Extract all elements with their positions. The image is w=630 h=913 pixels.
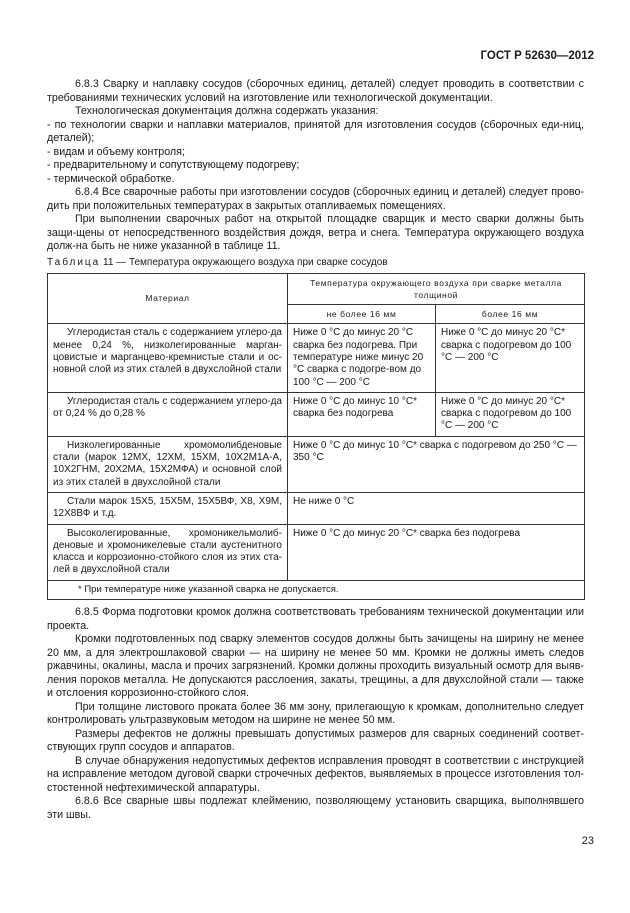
table-row	[48, 324, 585, 392]
thick-cell: Ниже 0 °С до минус 20 °С* сварка с подогревом до 100 °С — 200 °С	[436, 392, 585, 436]
table-caption-word: Таблица	[47, 256, 101, 268]
header-thin: не более 16 мм	[288, 305, 436, 324]
list-item: - видам и объему контроля;	[47, 145, 185, 158]
paragraph: При толщине листового проката более 36 мм зону, прилегающую к кромкам, дополнительно следует контролировать ультразвуковым методом на ширине не менее 50 мм.	[47, 700, 584, 727]
paragraph: 6.8.4 Все сварочные работы при изготовлении сосудов (сборочных единиц и деталей) следует прово-дить при положительных температурах в закрытых отапливаемых помещениях.	[47, 186, 584, 212]
material-cell: Углеродистая сталь с содержанием углеро-да менее 0,24 %, низколегированные марган-цовистые и марганцево-кремнистые стали и ос-новной слой из этих сталей в двухслойной стали	[48, 324, 288, 392]
header-thick: более 16 мм	[436, 305, 585, 324]
thin-cell: Ниже 0 °С до минус 20 °С сварка без подогрева. При температуре ниже минус 20 °С сварка с подогре-вом до 100 °С — 200 °С	[288, 324, 436, 392]
table-row	[48, 492, 585, 524]
list-item: - термической обработке.	[47, 172, 175, 185]
table-header-row	[48, 273, 585, 305]
temperature-cell: Ниже 0 °С до минус 10 °С* сварка с подогревом до 250 °С — 350 °С	[288, 436, 585, 492]
list-item: - предварительному и сопутствующему подогреву;	[47, 159, 300, 171]
temperature-cell: Не ниже 0 °С	[288, 492, 585, 524]
material-cell: Высоколегированные, хромоникельмолиб-деновые и хромоникелевые стали аустенитного класса и коррозионно-стойкого слоя из этих ста-лей в двухслойной стали	[48, 524, 288, 580]
paragraph: 6.8.6 Все сварные швы подлежат клеймению, позволяющему установить сварщика, выполнявшего эти швы.	[47, 795, 584, 821]
paragraph: В случае обнаружения недопустимых дефектов исправления проводят в соответствии с инструкцией на исправление методом дуговой сварки строчечных дефектов, выявляемых в процессе изготовления тол-стостенной нефтехимической аппаратуры.	[47, 754, 584, 794]
thick-cell: Ниже 0 °С до минус 20 °С* сварка с подогревом до 100 °С — 200 °С	[436, 324, 585, 392]
table-row	[48, 392, 585, 436]
material-cell: Стали марок 15Х5, 15Х5М, 15Х5ВФ, Х8, Х9М, 12Х8ВФ и т.д.	[48, 492, 288, 524]
standard-number: ГОСТ Р 52630—2012	[480, 50, 594, 62]
paragraph: 6.8.5 Форма подготовки кромок должна соответствовать требованиям технической документации или проекта.	[47, 606, 584, 632]
paragraph: Размеры дефектов не должны превышать допустимых размеров для сварных соединений соответ-ствующих групп сосудов и аппаратов.	[47, 727, 584, 754]
table-row	[48, 524, 585, 580]
header-material: Материал	[48, 273, 288, 324]
header-temperature: Температура окружающего воздуха при сварке металла толщиной	[288, 273, 585, 305]
paragraph: 6.8.3 Сварку и наплавку сосудов (сборочных единиц, деталей) следует проводить в соответствии с требованиями технических условий на изготовление или технологической документации.	[47, 78, 584, 104]
table-footnote-row	[48, 580, 585, 599]
table-caption	[47, 256, 584, 269]
temperature-cell: Ниже 0 °С до минус 20 °С* сварка без подогрева	[288, 524, 585, 580]
thin-cell: Ниже 0 °С до минус 10 °С* сварка без подогрева	[288, 392, 436, 436]
table-caption-text: 11 — Температура окружающего воздуха при сварке сосудов	[103, 256, 388, 268]
paragraph: При выполнении сварочных работ на открытой площадке сварщик и место сварки должны быть защи-щены от непосредственного воздействия дождя, ветра и снега. Температура окружающего воздуха долж-на быть не ниже указанной в таблице 11.	[47, 213, 584, 252]
temperature-table	[47, 273, 585, 601]
page-number: 23	[581, 835, 594, 847]
paragraph: Технологическая документация должна содержать указания:	[75, 105, 379, 117]
material-cell: Углеродистая сталь с содержанием углеро-да от 0,24 % до 0,28 %	[48, 392, 288, 436]
list-item: - по технологии сварки и наплавки материалов, принятой для изготовления сосудов (сборочных еди-ниц, деталей);	[47, 118, 584, 144]
page-content	[47, 78, 584, 822]
material-cell: Низколегированные хромомолибденовые стали (марок 12МХ, 12ХМ, 15ХМ, 10Х2М1А-А, 10Х2ГНМ, 20Х2МА, 15Х2МФА) и основной слой из этих сталей в двухслойной стали	[48, 436, 288, 492]
paragraph: Кромки подготовленных под сварку элементов сосудов должны быть зачищены на ширину не менее 20 мм, а для электрошлаковой сварки — на ширину не менее 50 мм. Кромки не должны иметь следов ржавчины, окалины, масла и прочих загрязнений. Кромки должны проходить визуальный осмотр для выяв-ления пороков металла. Не допускаются расслоения, закаты, трещины, а для двухслойной стали — также и отслоения коррозионно-стойкого слоя.	[47, 633, 584, 700]
table-row	[48, 436, 585, 492]
table-footnote: * При температуре ниже указанной сварка не допускается.	[48, 580, 585, 599]
